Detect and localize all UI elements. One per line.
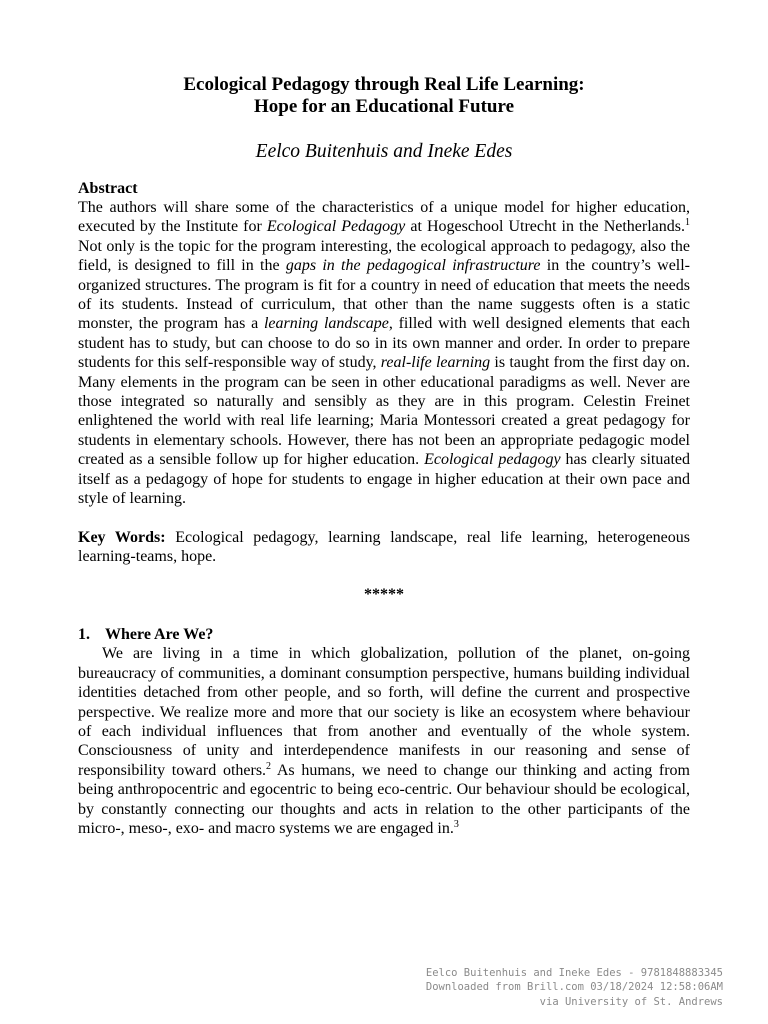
author-names: Eelco Buitenhuis and Ineke Edes xyxy=(255,141,513,162)
footnote-ref-2: 2 xyxy=(266,760,272,772)
keywords-paragraph xyxy=(78,528,690,567)
section-number: 1. xyxy=(78,626,90,644)
section-text: We are living in a time in which globalization, pollution of the planet, on-going bureaucracy of communities, a dominant consumption perspective, humans building individual identities detached from other people, and so forth, will define the current and prospective perspective. We realize more and more that our society is like an ecosystem where behaviour of each individual influences that from another and eventually of the whole system. Consciousness of unity and interdependence manifests in our reasoning and sense of responsibility toward others. xyxy=(78,645,690,779)
abstract-emphasis: gaps in the pedagogical infrastructure xyxy=(285,257,541,275)
section-1-paragraph xyxy=(78,644,690,838)
section-title: Where Are We? xyxy=(105,626,214,644)
abstract-text: Not only is the topic for the program interesting, the ecological approach to pedagogy, also the field, is designed to fill in the xyxy=(78,237,690,275)
download-watermark xyxy=(426,966,723,1009)
footnote-ref-1: 1 xyxy=(685,217,690,229)
abstract-emphasis: learning landscape xyxy=(263,315,389,333)
watermark-line-3: via University of St. Andrews xyxy=(539,995,723,1008)
section-separator: ***** xyxy=(364,586,404,604)
footnote-ref-3: 3 xyxy=(453,818,459,830)
abstract-paragraph xyxy=(78,198,690,509)
abstract-text: is taught from the first day on. Many elements in the program can be seen in other educational paradigms as well. Never are those integrated so naturally and sensibly as they are in this program. Celestin Freinet enlightened the world with real life learning; Maria Montessori created a great pedagogy for students in elementary schools. However, there has not been an appropriate pedagogic model created as a sensible follow up for higher education. xyxy=(78,354,691,469)
keywords-label: Key Words: xyxy=(78,528,166,546)
abstract-emphasis: Ecological pedagogy xyxy=(424,451,561,469)
abstract-text: has clearly situated itself as a pedagogy of hope for students to engage in higher education at their own pace and style of learning. xyxy=(78,451,691,508)
title-line-1: Ecological Pedagogy through Real Life Learning: xyxy=(183,74,585,95)
section-1-heading xyxy=(78,625,690,644)
abstract-emphasis: real-life learning xyxy=(380,354,491,372)
paper-page xyxy=(78,74,690,838)
title-line-2: Hope for an Educational Future xyxy=(253,96,515,117)
watermark-line-2: Downloaded from Brill.com 03/18/2024 12:58:06AM xyxy=(425,981,723,994)
keywords-text: Ecological pedagogy, learning landscape, real life learning, heterogeneous learning-teams, hope. xyxy=(78,528,691,565)
abstract-heading: Abstract xyxy=(78,180,138,197)
abstract-text: , filled with well designed elements that each student has to study, but can choose to do so in its own manner and order. In order to prepare students for this self-responsible way of study, xyxy=(78,315,691,372)
paper-title xyxy=(78,74,690,118)
section-text: As humans, we need to change our thinking and acting from being anthropocentric and egocentric to being eco-centric. Our behaviour should be ecological, by constantly connecting our thoughts and acts in relation to the other participants of the micro-, meso-, exo- and macro systems we are engaged in. xyxy=(78,761,690,837)
abstract-text: in the country’s well-organized structures. The program is fit for a country in need of education that meets the needs of its students. Instead of curriculum, that other than the name suggests often is a static monster, the program has a xyxy=(78,257,691,333)
abstract-text: The authors will share some of the characteristics of a unique model for higher education, executed by the Institute for xyxy=(78,199,690,236)
abstract-text: at Hogeschool Utrecht in the Netherlands. xyxy=(405,218,685,236)
abstract-emphasis: Ecological Pedagogy xyxy=(266,218,406,236)
watermark-line-1: Eelco Buitenhuis and Ineke Edes - 9781848883345 xyxy=(425,967,723,979)
